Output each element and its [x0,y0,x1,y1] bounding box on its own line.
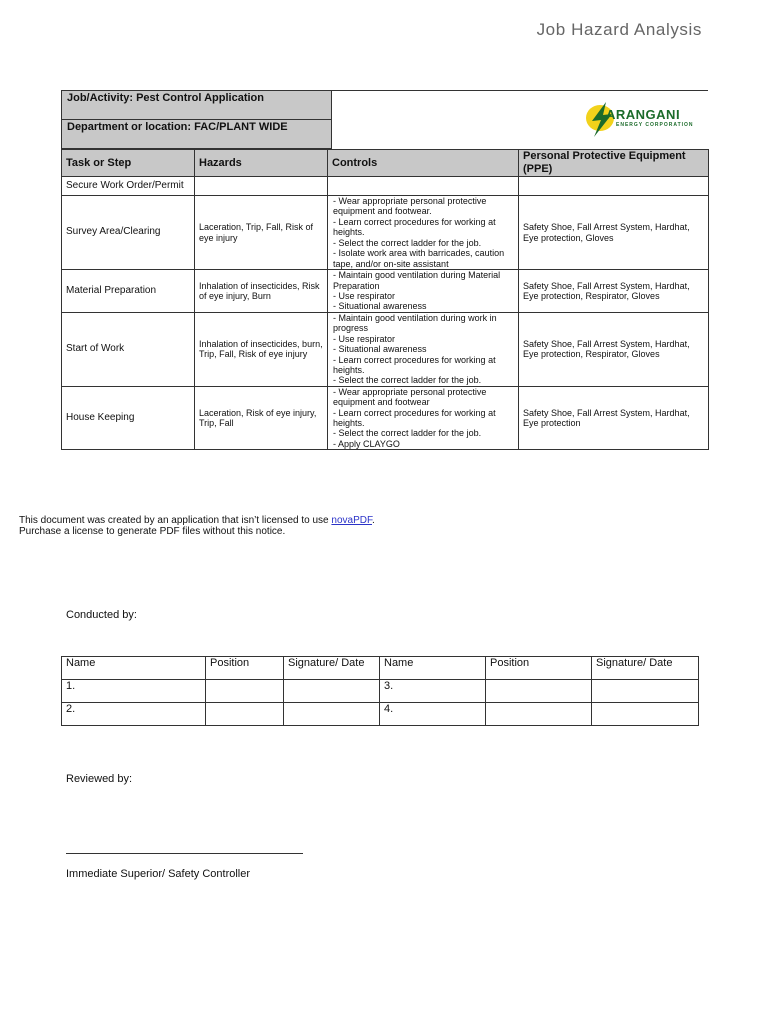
hazards-cell: Inhalation of insecticides, Risk of eye injury, Burn [195,270,328,313]
signature-header-row [62,657,699,680]
reviewer-title: Immediate Superior/ Safety Controller [66,868,251,880]
ppe-cell: Safety Shoe, Fall Arrest System, Hardhat, Eye protection, Gloves [519,196,709,270]
table-row [62,270,709,313]
signature-header: Signature/ Date [592,657,699,680]
control-item: - Wear appropriate personal protective equipment and footwear [333,386,487,408]
control-item: - Isolate work area with barricades, caution tape, and/or on-site assistant [333,248,505,269]
signature-cell: 2. [62,703,206,726]
task-cell: House Keeping [62,386,195,449]
signature-cell [592,703,699,726]
control-item: - Select the correct ladder for the job. [333,428,482,439]
signature-cell [284,703,380,726]
control-item: - Use respirator [333,291,396,301]
control-item: - Learn correct procedures for working at heights. [333,407,496,429]
controls-cell [328,177,519,196]
hazards-cell: Laceration, Risk of eye injury, Trip, Fall [195,386,328,449]
notice-line-2: Purchase a license to generate PDF files without this notice. [19,526,286,537]
controls-cell [328,313,519,387]
logo-wordmark: ARANGANI [606,107,681,122]
license-notice [19,515,375,537]
hazards-cell [195,177,328,196]
conducted-by-label: Conducted by: [66,609,137,621]
signature-header: Name [380,657,486,680]
task-cell: Material Preparation [62,270,195,313]
signature-cell [206,680,284,703]
table-header-row [62,150,709,177]
controls-cell [328,196,519,270]
notice-text: This document was created by an application that isn’t licensed to use [19,515,332,526]
signature-cell [206,703,284,726]
control-item: - Situational awareness [333,344,427,355]
job-activity-label: Job/Activity: Pest Control Application [62,91,332,120]
control-item: - Select the correct ladder for the job. [333,237,482,248]
hazard-analysis-table [61,149,709,450]
signature-cell [592,680,699,703]
ppe-cell [519,177,709,196]
signature-cell [486,703,592,726]
ppe-cell: Safety Shoe, Fall Arrest System, Hardhat, Eye protection, Respirator, Gloves [519,270,709,313]
signature-header: Signature/ Date [284,657,380,680]
control-item: - Learn correct procedures for working at heights. [333,354,496,376]
control-item: - Maintain good ventilation during work in progress [333,313,497,334]
department-label: Department or location: FAC/PLANT WIDE [62,120,332,149]
controls-cell [328,386,519,449]
ppe-cell: Safety Shoe, Fall Arrest System, Hardhat, Eye protection [519,386,709,449]
control-item: - Use respirator [333,333,396,344]
novapdf-link[interactable]: novaPDF [331,515,372,526]
document-title: Job Hazard Analysis [536,20,702,39]
notice-period: . [371,515,375,526]
control-item: - Wear appropriate personal protective equipment and footwear. [333,196,487,217]
notice-line-1 [19,515,375,526]
signature-header: Name [62,657,206,680]
task-cell: Start of Work [62,313,195,387]
signature-cell [486,680,592,703]
signature-cell [284,680,380,703]
signature-table [61,656,699,726]
signature-cell: 4. [380,703,486,726]
signature-row [62,680,699,703]
signature-row [62,703,699,726]
sarangani-logo [584,99,694,137]
reviewed-by-label: Reviewed by: [66,773,133,785]
control-item: - Maintain good ventilation during Material Preparation [333,270,501,291]
table-row [62,196,709,270]
signature-header: Position [486,657,592,680]
column-header: Hazards [195,150,328,177]
control-item: - Situational awareness [333,301,427,312]
column-header: Personal Protective Equipment (PPE) [519,150,709,177]
control-item: - Select the correct ladder for the job. [333,375,482,386]
control-item: - Learn correct procedures for working at heights. [333,216,496,238]
table-row [62,313,709,387]
hazards-cell: Inhalation of insecticides, burn, Trip, Fall, Risk of eye injury [195,313,328,387]
table-row [62,177,709,196]
signature-cell: 1. [62,680,206,703]
ppe-cell: Safety Shoe, Fall Arrest System, Hardhat, Eye protection, Respirator, Gloves [519,313,709,387]
task-cell: Survey Area/Clearing [62,196,195,270]
column-header: Task or Step [62,150,195,177]
signature-line [66,853,303,854]
logo-cell [332,91,709,149]
signature-cell: 3. [380,680,486,703]
control-item: - Apply CLAYGO [333,438,400,449]
hazards-cell: Laceration, Trip, Fall, Risk of eye injury [195,196,328,270]
table-row [62,386,709,449]
logo-subtitle: ENERGY CORPORATION [616,122,694,128]
job-header-table [61,90,708,149]
controls-cell [328,270,519,313]
column-header: Controls [328,150,519,177]
task-cell: Secure Work Order/Permit [62,177,195,196]
signature-header: Position [206,657,284,680]
